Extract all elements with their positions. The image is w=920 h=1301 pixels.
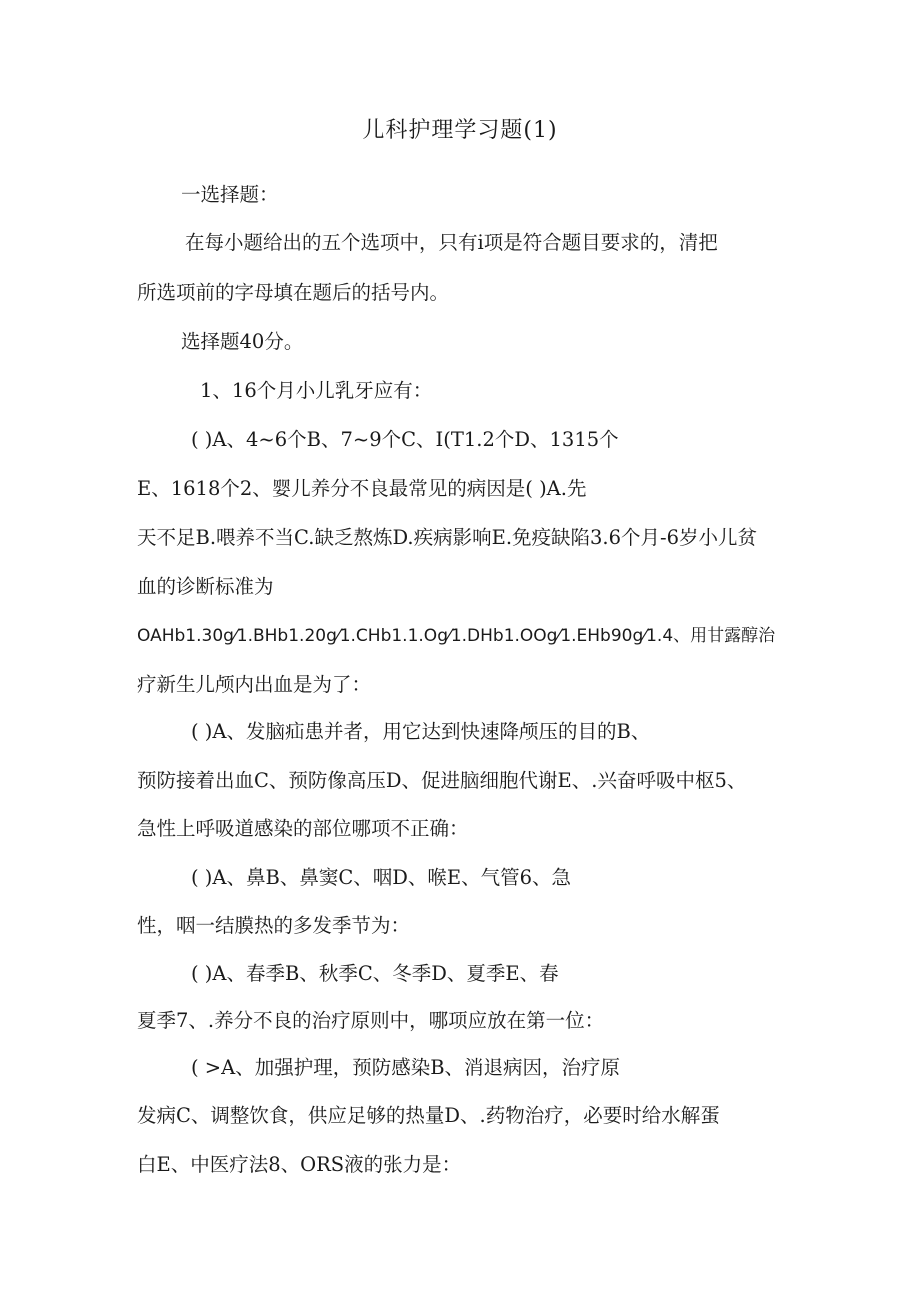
question-6-options: ( )A、春季B、秋季C、冬季D、夏季E、春 <box>191 962 559 985</box>
question-1: 1、16个月小儿乳牙应有： <box>200 379 433 402</box>
question-8-text: 白E、中医疗法8、ORS液的张力是： <box>137 1153 462 1176</box>
document-title: 儿科护理学习题(1) <box>362 118 558 143</box>
question-5-options: ( )A、鼻B、鼻窦C、咽D、喉E、气管6、急 <box>191 866 572 889</box>
question-7-text: 夏季7、.养分不良的治疗原则中，哪项应放在第一位： <box>137 1009 605 1032</box>
question-3-text: 血的诊断标准为 <box>137 575 274 598</box>
score-note: 选择题40分。 <box>181 330 304 353</box>
question-7-options-1: ( >A、加强护理，预防感染B、消退病因，治疗原 <box>191 1056 621 1079</box>
instruction-line-1: 在每小题给出的五个选项中，只有i项是符合题目要求的，清把 <box>185 231 718 254</box>
question-3-options: OAHb1.30g⁄1.BHb1.20g⁄1.CHb1.1.Og⁄1.DHb1.OOg⁄1.EHb90g⁄1.4、用甘露醇治 <box>137 626 776 646</box>
question-7-options-2: 发病C、调整饮食，供应足够的热量D、.药物治疗，必要时给水解蛋 <box>137 1104 720 1127</box>
question-2-options: 天不足B.喂养不当C.缺乏熬炼D.疾病影响E.免疫缺陷3.6个月-6岁小儿贫 <box>137 526 758 549</box>
question-1-options: ( )A、4~6个B、7~9个C、I(T1.2个D、1315个 <box>191 428 619 451</box>
question-4-options-2: 预防接着出血C、预防像高压D、促进脑细胞代谢E、.兴奋呼吸中枢5、 <box>137 769 747 792</box>
question-4-options-1: ( )A、发脑疝患并者，用它达到快速降颅压的目的B、 <box>191 720 651 743</box>
question-2: E、1618个2、婴儿养分不良最常见的病因是( )A.先 <box>137 477 587 500</box>
instruction-line-2: 所选项前的字母填在题后的括号内。 <box>137 281 450 304</box>
question-5-text: 急性上呼吸道感染的部位哪项不正确： <box>137 817 469 840</box>
question-6-text: 性，咽一结膜热的多发季节为： <box>137 914 411 937</box>
question-4-text: 疗新生儿颅内出血是为了： <box>137 673 372 696</box>
section-heading: 一选择题： <box>181 183 279 206</box>
